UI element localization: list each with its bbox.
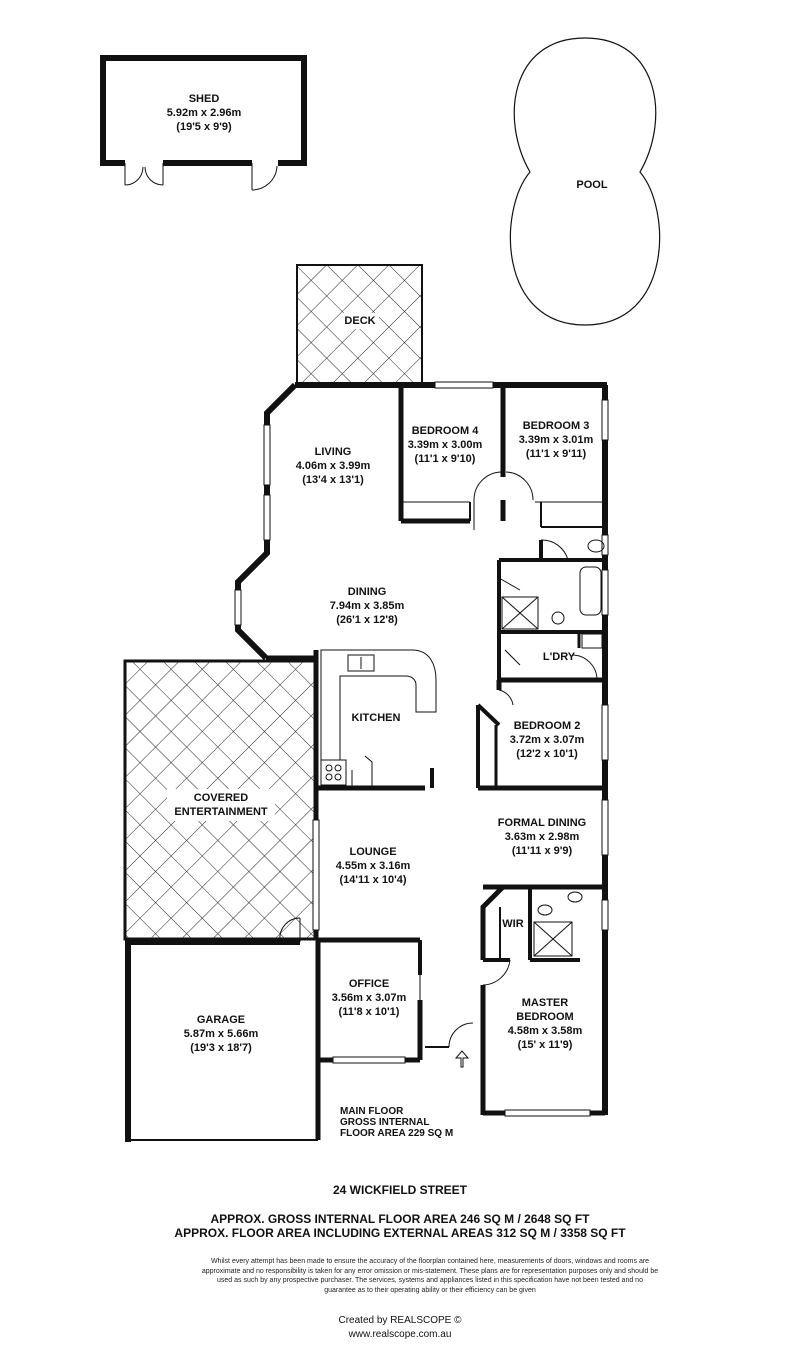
garage-imperial: (19'3 x 18'7) xyxy=(190,1042,252,1054)
office-label xyxy=(332,977,407,1019)
bedroom4-imperial: (11'1 x 9'10) xyxy=(414,453,476,465)
office-imperial: (11'8 x 10'1) xyxy=(338,1006,400,1018)
garage-label xyxy=(184,1013,259,1055)
shed-name: SHED xyxy=(188,93,220,105)
main-floor-area xyxy=(340,1106,453,1139)
master-line1: MASTER xyxy=(521,997,569,1009)
deck-label xyxy=(344,314,375,328)
master-metric: 4.58m x 3.58m xyxy=(507,1025,583,1037)
living-name: LIVING xyxy=(314,446,352,458)
pool-name: POOL xyxy=(576,179,608,191)
disclaimer-line1: Whilst every attempt has been made to ensure the accuracy of the floorplan contained here, measurements of doors, windows and rooms are xyxy=(210,1258,650,1265)
bedroom4-label xyxy=(408,424,483,466)
lounge-imperial: (14'11 x 10'4) xyxy=(339,874,407,886)
dining-imperial: (26'1 x 12'8) xyxy=(336,614,398,626)
bedroom2-label xyxy=(510,719,585,761)
shed-metric: 5.92m x 2.96m xyxy=(166,107,242,119)
office-name: OFFICE xyxy=(348,978,390,990)
main-floor-line2: GROSS INTERNAL xyxy=(340,1117,430,1128)
bedroom3-label xyxy=(519,419,594,461)
wir-label xyxy=(502,917,523,931)
credit-line: Created by REALSCOPE © xyxy=(338,1315,462,1326)
office-metric: 3.56m x 3.07m xyxy=(331,992,407,1004)
bedroom3-imperial: (11'1 x 9'11) xyxy=(525,448,587,460)
dining-name: DINING xyxy=(347,586,387,598)
formal-dining-name: FORMAL DINING xyxy=(497,817,587,829)
bedroom2-metric: 3.72m x 3.07m xyxy=(509,734,585,746)
floor-area-summary xyxy=(0,1212,800,1240)
bedroom4-metric: 3.39m x 3.00m xyxy=(407,439,483,451)
garage-metric: 5.87m x 5.66m xyxy=(183,1028,259,1040)
website-link[interactable]: www.realscope.com.au xyxy=(348,1329,452,1340)
living-imperial: (13'4 x 13'1) xyxy=(302,474,364,486)
wir-name: WIR xyxy=(502,918,524,930)
laundry-label xyxy=(543,650,575,664)
lounge-label xyxy=(336,845,411,887)
shed-label xyxy=(167,92,242,134)
disclaimer xyxy=(170,1257,690,1295)
bedroom3-metric: 3.39m x 3.01m xyxy=(518,434,594,446)
kitchen-name: KITCHEN xyxy=(351,712,401,724)
bedroom3-name: BEDROOM 3 xyxy=(522,420,590,432)
kitchen-label xyxy=(352,711,401,725)
laundry-name: L'DRY xyxy=(542,651,576,663)
pool-label xyxy=(576,178,607,192)
property-address: 24 WICKFIELD STREET xyxy=(332,1183,467,1197)
bedroom2-name: BEDROOM 2 xyxy=(513,720,581,732)
dining-label xyxy=(330,585,405,627)
formal-dining-imperial: (11'11 x 9'9) xyxy=(511,845,573,857)
living-metric: 4.06m x 3.99m xyxy=(295,460,371,472)
deck-name: DECK xyxy=(344,315,376,327)
covered-line2: ENTERTAINMENT xyxy=(174,806,268,818)
lounge-name: LOUNGE xyxy=(349,846,397,858)
shed-imperial: (19'5 x 9'9) xyxy=(176,121,232,133)
living-label xyxy=(296,445,371,487)
dining-metric: 7.94m x 3.85m xyxy=(329,600,405,612)
bedroom2-imperial: (12'2 x 10'1) xyxy=(516,748,578,760)
formal-dining-metric: 3.63m x 2.98m xyxy=(504,831,580,843)
main-floor-line3: FLOOR AREA 229 SQ M xyxy=(340,1128,454,1139)
master-imperial: (15' x 11'9) xyxy=(517,1039,573,1051)
master-bedroom-label xyxy=(508,996,583,1052)
formal-dining-label xyxy=(498,816,586,858)
disclaimer-line4: guarantee as to their operating ability or their efficiency can be given xyxy=(324,1286,536,1294)
area-line-external: APPROX. FLOOR AREA INCLUDING EXTERNAL AREAS 312 SQ M / 3358 SQ FT xyxy=(174,1226,626,1240)
area-line-internal: APPROX. GROSS INTERNAL FLOOR AREA 246 SQ M / 2648 SQ FT xyxy=(210,1212,590,1226)
lounge-metric: 4.55m x 3.16m xyxy=(335,860,411,872)
covered-line1: COVERED xyxy=(193,792,249,804)
bedroom4-name: BEDROOM 4 xyxy=(411,425,479,437)
disclaimer-line2: approximate and no responsibility is taken for any error omission or mis-statement. These plans are for representation purposes only and should be xyxy=(201,1267,659,1275)
master-line2: BEDROOM xyxy=(516,1011,574,1023)
credit xyxy=(0,1314,800,1342)
covered-entertainment-label xyxy=(174,791,267,819)
garage-name: GARAGE xyxy=(196,1014,246,1026)
main-floor-line1: MAIN FLOOR xyxy=(340,1106,404,1117)
disclaimer-line3: used as such by any prospective purchaser. The services, systems and appliances listed in this specification have not been tested and no xyxy=(217,1277,643,1284)
